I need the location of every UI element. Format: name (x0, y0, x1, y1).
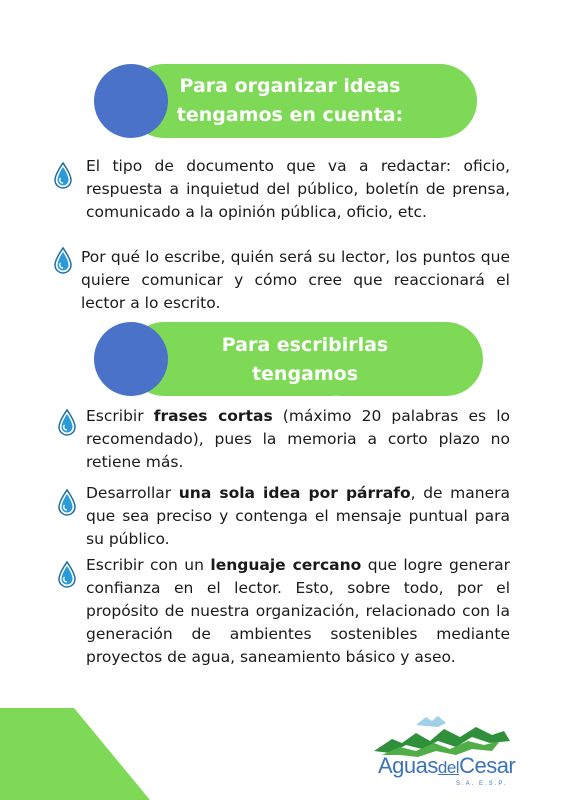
logo-part2: del (437, 758, 460, 777)
water-drop-icon (56, 488, 78, 516)
text-post: que logre generar confianza en el lector. Esto, sobre todo, por el propósito de nuestra organización, relacionado con la generación de ambientes sostenibles mediante proyectos de agua, saneamiento básico y aseo. (86, 556, 510, 666)
logo-subtitle: S.A. E.S.P. (456, 781, 508, 787)
section1-title-line2: tengamos en cuenta: (176, 104, 404, 126)
section1-circle (94, 64, 168, 138)
logo-part3: Cesar (459, 753, 516, 778)
section2-title-line2: en cuenta: (248, 392, 362, 414)
text-bold: lenguaje cercano (210, 556, 362, 574)
list-item-text (86, 405, 510, 474)
water-drop-icon (52, 246, 74, 274)
section2-circle (94, 322, 168, 396)
water-drop-icon (56, 560, 78, 588)
section2-title-line1: Para escribirlas tengamos (221, 334, 389, 385)
section1-title-line1: Para organizar ideas (179, 75, 401, 97)
water-drop-icon (52, 161, 74, 189)
company-logo (372, 715, 516, 795)
list-item-text (86, 482, 510, 551)
logo-part1: Aguas (378, 753, 438, 778)
text-pre: Escribir (86, 407, 154, 425)
list-item-text: El tipo de documento que va a redactar: oficio, respuesta a inquietud del público, boletín de prensa, comunicado a la opinión pública, oficio, etc. (86, 157, 510, 221)
section1-title (160, 72, 420, 130)
logo-wordmark (378, 753, 515, 779)
list-item-text: Por qué lo escribe, quién será su lector, los puntos que quiere comunicar y cómo cree que reaccionará el lector a lo escrito. (81, 248, 510, 312)
text-pre: Escribir con un (86, 556, 211, 574)
text-post: (máximo 20 palabras es lo recomendado), pues la memoria a corto plazo no retiene más. (86, 407, 510, 471)
list-item-text (86, 554, 510, 669)
text-bold: frases cortas (153, 407, 273, 425)
text-pre: Desarrollar (86, 484, 179, 502)
corner-decoration (0, 708, 150, 800)
water-drop-icon (56, 408, 78, 436)
text-bold: una sola idea por párrafo (178, 484, 411, 502)
text-post: , de manera que sea preciso y contenga el mensaje puntual para su público. (86, 484, 510, 548)
